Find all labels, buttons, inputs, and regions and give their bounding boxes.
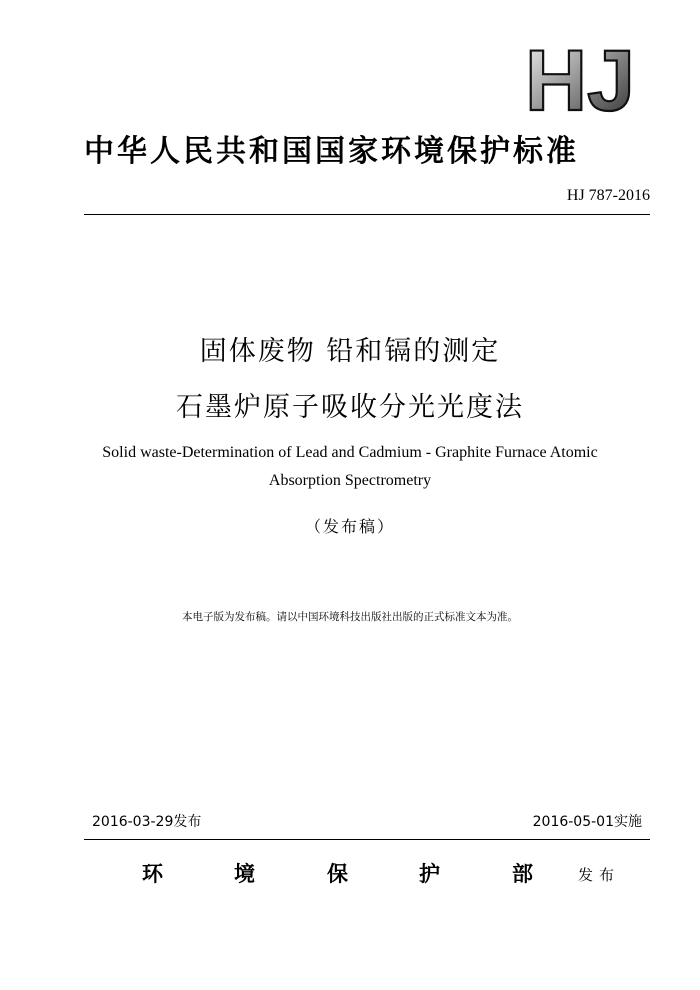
- issuer-char: 部: [512, 861, 533, 886]
- standard-code: HJ 787-2016: [566, 187, 650, 204]
- org-title: 中华人民共和国国家环境保护标准: [84, 134, 579, 169]
- publish-date: 2016-03-29发布: [92, 814, 202, 830]
- edition-notice: 本电子版为发布稿。请以中国环境科技出版社出版的正式标准文本为准。: [182, 611, 518, 623]
- issuer-char: 环: [142, 861, 163, 886]
- hj-logo-graphic: [510, 42, 650, 118]
- header-divider: [84, 214, 650, 215]
- issue-label: 发布: [578, 866, 621, 884]
- effective-date: 2016-05-01实施: [532, 814, 642, 830]
- issuer-char: 境: [234, 861, 255, 886]
- cn-title-line1: 固体废物 铅和镉的测定: [199, 336, 501, 367]
- issuer-char: 护: [419, 861, 440, 886]
- footer-divider: [84, 839, 650, 840]
- hj-logo: [510, 42, 650, 118]
- issuer-char: 保: [327, 861, 348, 886]
- en-title-line1: Solid waste-Determination of Lead and Cadmium - Graphite Furnace Atomic: [102, 444, 598, 461]
- en-title-line2: Absorption Spectrometry: [268, 472, 432, 489]
- hj-logo-text: HJ: [525, 42, 635, 118]
- draft-label: （发布稿）: [304, 517, 395, 536]
- cn-title-line2: 石墨炉原子吸收分光光度法: [176, 392, 524, 423]
